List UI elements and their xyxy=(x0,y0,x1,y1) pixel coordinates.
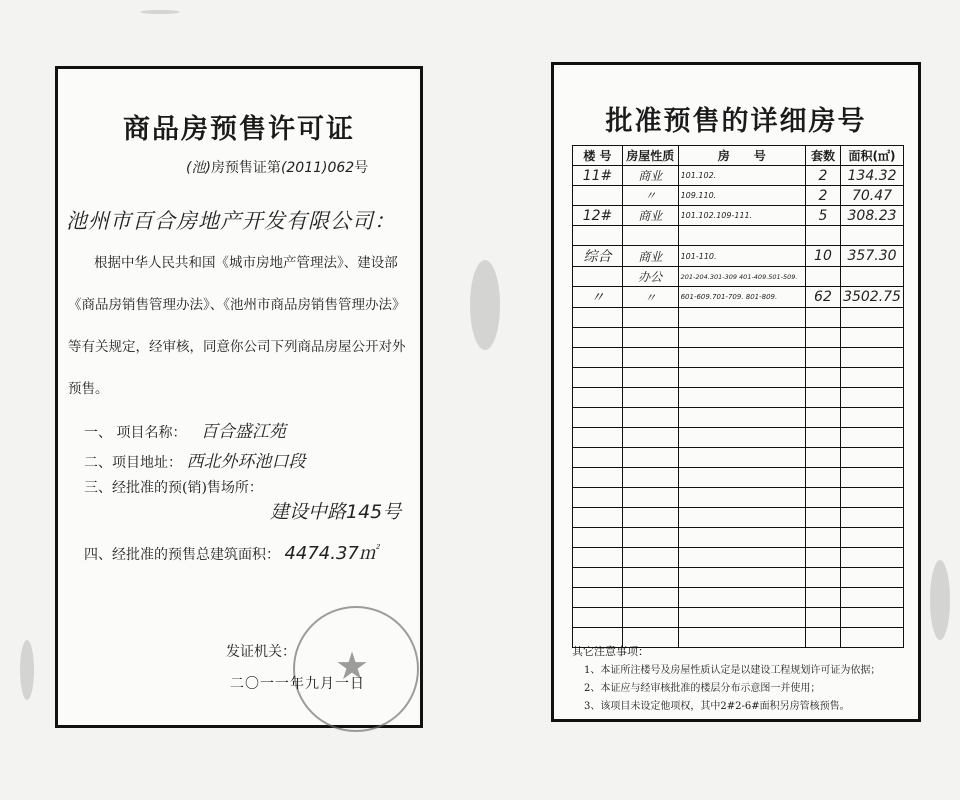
cell-area: 308.23 xyxy=(841,206,904,226)
cell-blank xyxy=(573,408,623,428)
cell-blank xyxy=(573,548,623,568)
cell-blank xyxy=(678,328,805,348)
table-row xyxy=(573,246,904,267)
cell-blank xyxy=(805,528,840,548)
cell-blank xyxy=(678,368,805,388)
table-row-blank xyxy=(573,568,904,588)
cell-blank xyxy=(805,508,840,528)
cell-blank xyxy=(841,628,904,648)
cell-count: 10 xyxy=(805,246,840,267)
cell-blank xyxy=(622,588,678,608)
body-line-4: 预售。 xyxy=(68,381,109,397)
table-row xyxy=(573,166,904,186)
item-value: 西北外环池口段 xyxy=(186,452,306,472)
issue-date: 二〇一一年九月一日 xyxy=(230,676,365,692)
cell-blank xyxy=(622,408,678,428)
cell-blank xyxy=(841,548,904,568)
item-project-name xyxy=(84,417,286,442)
cell-room: 101.102.109-111. xyxy=(678,206,805,226)
cell-room: 101-110. xyxy=(678,246,805,267)
cell-area: 70.47 xyxy=(841,186,904,206)
cell-blank xyxy=(622,448,678,468)
cell-blank xyxy=(573,428,623,448)
certificate-number-line xyxy=(186,157,368,177)
cell-blank xyxy=(622,528,678,548)
cell-use: 〃 xyxy=(622,186,678,206)
cell-blank xyxy=(841,468,904,488)
cert-mid: 房预售证第 xyxy=(210,160,281,176)
seal-star-icon: ★ xyxy=(335,644,370,688)
table-row xyxy=(573,206,904,226)
cell-blank xyxy=(573,468,623,488)
cell-blank xyxy=(805,488,840,508)
cell-building xyxy=(573,186,623,206)
issuer-label: 发证机关： xyxy=(226,644,296,660)
cell-blank xyxy=(841,368,904,388)
cell-use: 办公 xyxy=(622,267,678,287)
cell-blank xyxy=(678,388,805,408)
cell-blank xyxy=(805,368,840,388)
cell-blank xyxy=(805,448,840,468)
cell-building xyxy=(573,226,623,246)
cell-blank xyxy=(678,608,805,628)
cell-blank xyxy=(805,428,840,448)
table-row-blank xyxy=(573,608,904,628)
cell-blank xyxy=(678,488,805,508)
table-row xyxy=(573,226,904,246)
cell-blank xyxy=(805,408,840,428)
cell-blank xyxy=(841,308,904,328)
cell-blank xyxy=(805,308,840,328)
table-row-blank xyxy=(573,428,904,448)
cell-blank xyxy=(573,608,623,628)
scan-speck xyxy=(470,260,500,350)
table-row-blank xyxy=(573,488,904,508)
cell-count xyxy=(805,267,840,287)
cell-blank xyxy=(841,448,904,468)
notes-title: 其它注意事项： xyxy=(572,645,649,658)
header-count: 套数 xyxy=(805,146,840,166)
cell-blank xyxy=(841,608,904,628)
table-row-blank xyxy=(573,388,904,408)
cell-blank xyxy=(678,408,805,428)
cell-blank xyxy=(805,388,840,408)
cell-blank xyxy=(622,348,678,368)
units-title: 批准预售的详细房号 xyxy=(605,106,867,137)
note-3: 3、该项目未设定他项权，其中2#2-6#面积另房管核预售。 xyxy=(584,701,850,712)
table-row-blank xyxy=(573,308,904,328)
body-line-1: 根据中华人民共和国《城市房地产管理法》、建设部 xyxy=(94,255,398,271)
header-use: 房屋性质 xyxy=(622,146,678,166)
scan-speck xyxy=(140,10,180,14)
cell-blank xyxy=(622,368,678,388)
item-label: 一、 项目名称： xyxy=(84,425,187,441)
item-sales-office-value: 建设中路145号 xyxy=(270,501,402,523)
cell-blank xyxy=(622,548,678,568)
cell-blank xyxy=(678,348,805,368)
company-name: 池州市百合房地产开发有限公司： xyxy=(66,209,396,233)
cell-blank xyxy=(573,568,623,588)
scan-speck xyxy=(20,640,34,700)
cell-building xyxy=(573,267,623,287)
cert-prefix: (池) xyxy=(186,160,211,176)
cell-blank xyxy=(841,328,904,348)
cell-building: 12# xyxy=(573,206,623,226)
cell-room: 109.110. xyxy=(678,186,805,206)
note-2: 2、本证应与经审核批准的楼层分布示意图一并使用； xyxy=(584,683,821,694)
table-row-blank xyxy=(573,508,904,528)
item-label: 二、项目地址： xyxy=(84,455,182,471)
table-row-blank xyxy=(573,548,904,568)
cell-blank xyxy=(573,488,623,508)
note-1: 1、本证所注楼号及房屋性质认定是以建设工程规划许可证为依据； xyxy=(584,665,881,676)
cell-blank xyxy=(805,548,840,568)
cell-use: 〃 xyxy=(622,287,678,308)
cell-blank xyxy=(841,568,904,588)
item-label: 三、经批准的预(销)售场所： xyxy=(84,480,263,496)
cell-area: 134.32 xyxy=(841,166,904,186)
scan-speck xyxy=(930,560,950,640)
cell-blank xyxy=(678,448,805,468)
cell-blank xyxy=(678,528,805,548)
cell-blank xyxy=(622,508,678,528)
body-line-2: 《商品房销售管理办法》、《池州市商品房销售管理办法》 xyxy=(68,297,406,313)
cell-room: 101.102. xyxy=(678,166,805,186)
cell-count xyxy=(805,226,840,246)
item-project-address xyxy=(84,447,305,472)
table-row xyxy=(573,186,904,206)
cell-blank xyxy=(573,348,623,368)
cell-count: 2 xyxy=(805,166,840,186)
cell-blank xyxy=(573,528,623,548)
header-building: 楼 号 xyxy=(573,146,623,166)
cell-blank xyxy=(622,468,678,488)
table-row-blank xyxy=(573,528,904,548)
cell-blank xyxy=(841,588,904,608)
presale-permit-panel xyxy=(55,66,423,728)
cell-blank xyxy=(622,428,678,448)
cell-blank xyxy=(573,508,623,528)
cell-building: 综合 xyxy=(573,246,623,267)
item-value: 4474.37㎡ xyxy=(284,543,377,564)
header-area: 面积(㎡) xyxy=(841,146,904,166)
cert-number: (2011)062 xyxy=(280,160,355,176)
item-label: 四、经批准的预售总建筑面积： xyxy=(84,547,280,563)
cell-blank xyxy=(805,588,840,608)
cell-blank xyxy=(678,568,805,588)
cell-area xyxy=(841,226,904,246)
cell-blank xyxy=(573,368,623,388)
cell-blank xyxy=(678,308,805,328)
table-row-blank xyxy=(573,468,904,488)
cell-blank xyxy=(805,348,840,368)
cell-blank xyxy=(678,508,805,528)
cell-blank xyxy=(805,608,840,628)
cell-blank xyxy=(841,428,904,448)
cell-room: 201-204.301-309 401-409.501-509. xyxy=(678,267,805,287)
cell-count: 62 xyxy=(805,287,840,308)
cell-area: 357.30 xyxy=(841,246,904,267)
cell-room xyxy=(678,226,805,246)
permit-title: 商品房预售许可证 xyxy=(123,114,355,145)
cert-suffix: 号 xyxy=(354,160,369,176)
cell-blank xyxy=(805,468,840,488)
cell-area: 3502.75 xyxy=(841,287,904,308)
table-row xyxy=(573,267,904,287)
cell-blank xyxy=(678,428,805,448)
cell-count: 5 xyxy=(805,206,840,226)
cell-use: 商业 xyxy=(622,206,678,226)
item-value: 百合盛江苑 xyxy=(200,422,286,442)
cell-blank xyxy=(841,348,904,368)
cell-blank xyxy=(678,468,805,488)
cell-blank xyxy=(622,328,678,348)
cell-blank xyxy=(841,408,904,428)
table-row-blank xyxy=(573,588,904,608)
table-row-blank xyxy=(573,328,904,348)
cell-building: 〃 xyxy=(573,287,623,308)
cell-blank xyxy=(678,548,805,568)
cell-count: 2 xyxy=(805,186,840,206)
table-row-blank xyxy=(573,368,904,388)
cell-blank xyxy=(573,328,623,348)
units-table xyxy=(572,145,904,648)
cell-blank xyxy=(805,328,840,348)
cell-blank xyxy=(678,628,805,648)
cell-blank xyxy=(841,388,904,408)
item-sales-office xyxy=(84,477,263,497)
cell-blank xyxy=(841,488,904,508)
cell-use xyxy=(622,226,678,246)
cell-blank xyxy=(805,568,840,588)
cell-blank xyxy=(573,448,623,468)
cell-blank xyxy=(573,308,623,328)
cell-blank xyxy=(622,608,678,628)
cell-use: 商业 xyxy=(622,246,678,267)
cell-blank xyxy=(573,388,623,408)
cell-blank xyxy=(622,388,678,408)
official-seal xyxy=(293,606,419,732)
table-header-row xyxy=(573,146,904,166)
table-row-blank xyxy=(573,348,904,368)
cell-blank xyxy=(622,568,678,588)
cell-blank xyxy=(622,308,678,328)
table-row-blank xyxy=(573,408,904,428)
body-line-3: 等有关规定，经审核，同意你公司下列商品房屋公开对外 xyxy=(68,339,406,355)
cell-blank xyxy=(841,508,904,528)
approved-units-panel xyxy=(551,62,921,722)
cell-building: 11# xyxy=(573,166,623,186)
cell-blank xyxy=(573,588,623,608)
table-row xyxy=(573,287,904,308)
cell-blank xyxy=(678,588,805,608)
cell-area xyxy=(841,267,904,287)
cell-blank xyxy=(622,488,678,508)
table-row-blank xyxy=(573,448,904,468)
cell-blank xyxy=(805,628,840,648)
header-room: 房 号 xyxy=(678,146,805,166)
cell-blank xyxy=(841,528,904,548)
cell-use: 商业 xyxy=(622,166,678,186)
item-total-area xyxy=(84,539,377,565)
cell-room: 601-609.701-709. 801-809. xyxy=(678,287,805,308)
